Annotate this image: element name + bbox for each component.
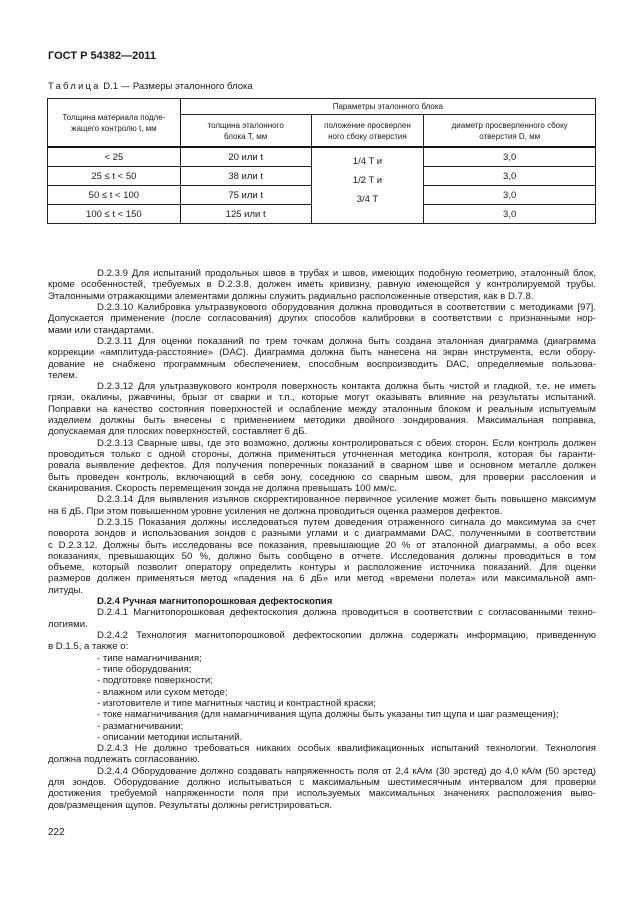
text-line: D.2.4.1 Магнитопорошковая дефектоскопия должна проводиться в соответствии с согласованными техно- [97, 607, 596, 619]
text-line: D.2.3.14 Для выявления изъянов скорректированное первичное усиление может быть повышено максимум [97, 494, 596, 506]
reference-block-table [47, 98, 596, 224]
list-item: - типе оборудования; [97, 663, 192, 675]
text-line: допускаемая для плоских поверхностей, составляет 6 дБ. [48, 426, 308, 438]
cell-range: < 25 [48, 147, 181, 167]
text-line: объеме, который позволит оператору определить контуры и расположение источника показаний. Для оценки [48, 562, 596, 574]
paragraph [48, 381, 596, 438]
list-item: - токе намагничивания (для намагничивания щупа должны быть указаны тип щупа и шаг размещения); [97, 709, 559, 721]
paragraph [48, 743, 596, 766]
list-item: - типе намагничивания; [97, 652, 202, 664]
paragraph [48, 336, 596, 381]
bullet-list [48, 653, 596, 744]
text-line: грязи, окалины, ржавчины, брызг от сварки и т.п., которые могут оказывать влияние на результаты испытаний. [48, 392, 596, 404]
text-line: в D.1.5, а также о: [48, 641, 129, 653]
col-header-material-thickness: Толщина материала подле-жащего контролю t, мм [48, 99, 181, 148]
list-item: - влажном или сухом методе; [97, 686, 228, 698]
text-line: логиями. [48, 618, 88, 630]
text-line: показаниях, превышающих 50 %, должно быть сообщено в отчете. Исследования должны проводиться в том [48, 550, 596, 562]
text-line: с D.2.3.12. Должны быть исследованы все показания, превышающие 20 % от эталонной диаграммы, а обо всех [48, 539, 596, 551]
paragraph [48, 268, 596, 302]
page-number: 222 [48, 827, 65, 838]
table-caption-text: D.1 — Размеры эталонного блока [103, 81, 253, 92]
position-value: 3/4 T [356, 194, 379, 205]
list-item: - описании методики испытаний. [97, 731, 243, 743]
cell-diameter: 3,0 [424, 147, 596, 167]
document-body [48, 268, 596, 811]
text-line: D.2.4 Ручная магнитопорошковая дефектоскопия [97, 596, 333, 608]
text-line: сканирования. Скорость перемещения зонда не должна превышать 100 мм/с. [48, 482, 397, 494]
paragraph [48, 438, 596, 495]
text-line: литуды. [48, 584, 84, 596]
paragraph [48, 517, 596, 596]
paragraph [48, 630, 596, 653]
document-id-header: ГОСТ Р 54382—2011 [48, 50, 156, 62]
text-line: должна подлежать согласованию. [48, 754, 200, 766]
cell-diameter: 3,0 [424, 205, 596, 224]
text-line: для зондов. Оборудование должно испытываться с максимальным шестимесячным интервалом для проверки [48, 777, 596, 789]
text-line: D.2.4.3 Не должно требоваться никаких особых квалификационных испытаний технологии. Технология [97, 743, 596, 755]
list-item: - подготовке поверхности; [97, 675, 213, 687]
text-line: на 6 дБ. При этом повышенном уровне усиления не должна проводиться оценка размеров дефектов. [48, 505, 503, 517]
text-line: D.2.3.10 Калибровка ультразвукового оборудования должна проводиться в соответствии с методиками [97]. [97, 301, 596, 313]
text-line: дование не снабжено программным обеспечением, способным воспроизводить DAC, определяемые пользова- [48, 358, 596, 370]
text-line: проводиться только с одной стороны, должна применяться уточненная методика контроля, которая бы гаранти- [48, 449, 596, 460]
text-line: D.2.4.2 Технология магнитопорошковой дефектоскопии должна содержать информацию, приведенную [97, 630, 596, 641]
position-value: 1/4 T и [352, 156, 383, 167]
table-caption-prefix: Таблица [48, 81, 101, 92]
text-line: Поправки на качество состояния поверхностей и ослабление между эталонным блоком и реальным испытуемым [48, 403, 596, 415]
section-heading [48, 596, 596, 607]
text-line: D.2.3.11 Для оценки показаний по трем точкам должна быть создана эталонная диаграмма (диаграмма [97, 335, 596, 347]
paragraph [48, 766, 596, 811]
cell-range: 25 ≤ t < 50 [48, 167, 181, 186]
cell-range: 100 ≤ t < 150 [48, 205, 181, 224]
text-line: Допускается применение (после согласования) других способов калибровки в соответствии с признанными нор- [48, 313, 596, 325]
text-line: D.2.3.12 Для ультразвукового контроля поверхность контакта должна быть чистой и гладкой, т.е. не иметь [97, 381, 596, 393]
text-line: D.2.3.9 Для испытаний продольных швов в трубах и швов, имеющих подобную геометрию, эталонный блок, [97, 268, 596, 279]
paragraph [48, 494, 596, 517]
table-caption [48, 81, 253, 92]
col-header-block-thickness: толщина эталонного блока T, мм [180, 115, 311, 148]
text-line: телем. [48, 369, 78, 381]
cell-thickness: 20 или t [180, 147, 311, 167]
text-line: коррекции «амплитуда-расстояние» (DAC). Диаграмма должна быть нанесена на экран инструмента, если обору- [48, 347, 596, 359]
position-value: 1/2 T и [352, 175, 383, 186]
text-line: Эталонными отражающими элементами должны служить радиально расположенные отверстия, как в D.7.8. [48, 290, 534, 302]
text-line: мами или стандартами. [48, 324, 154, 336]
cell-range: 50 ≤ t < 100 [48, 186, 181, 205]
table-row [48, 147, 596, 167]
text-line: поворота зондов и использования зондов с разными углами и с диаграммами DAC, полученными в соответствии [48, 528, 596, 540]
paragraph [48, 607, 596, 630]
cell-hole-position [311, 147, 424, 224]
text-line: размеров должен применяться метод «падения на 6 дБ» или метод «времени полета» или максимальной амп- [48, 573, 596, 585]
cell-thickness: 38 или t [180, 167, 311, 186]
text-line: D.2.3.13 Сварные швы, где это возможно, должны контролироваться с обеих сторон. Если контроль должен [97, 437, 596, 449]
col-header-hole-position: положение просверлен ного сбоку отверстия [311, 115, 424, 148]
cell-thickness: 125 или t [180, 205, 311, 224]
text-line: D.2.4.4 Оборудование должно создавать напряженность поля от 2,4 кА/м (30 эрстед) до 4,0 кА/м (50 эрстед) [97, 765, 596, 777]
group-header-parameters: Параметры эталонного блока [180, 99, 595, 115]
col-header-hole-diameter: диаметр просверленного сбоку отверстия D, мм [424, 115, 596, 148]
cell-diameter: 3,0 [424, 186, 596, 205]
text-line: изделием должны быть внесены с применением методики двойного зондирования. Максимальная поправка, [48, 415, 596, 427]
text-line: достижения требуемой напряженности поля при используемых максимальных значениях расположения выво- [48, 788, 596, 800]
cell-diameter: 3,0 [424, 167, 596, 186]
paragraph [48, 302, 596, 336]
text-line: дов/размещения щупов. Результаты должны регистрироваться. [48, 799, 333, 811]
list-item: - изготовителе и типе магнитных частиц и контрастной краски; [97, 697, 376, 709]
cell-thickness: 75 или t [180, 186, 311, 205]
text-line: ровала выявление дефектов. Для получения поперечных показаний в сварном шве и основном металле должен [48, 460, 596, 472]
list-item: - размагничивании; [97, 720, 184, 732]
text-line: кроме особенностей, требуемых в D.2.3.8, должен иметь кривизну, равную имеющейся у контролируемой трубы. [48, 279, 596, 291]
text-line: быть проведен контроль, включающий в себя зону, соседнюю со сварным швом, для проверки расслоения и [48, 471, 596, 483]
text-line: D.2.3.15 Показания должны исследоваться путем доведения отраженного сигнала до максимума за счет [97, 516, 596, 528]
